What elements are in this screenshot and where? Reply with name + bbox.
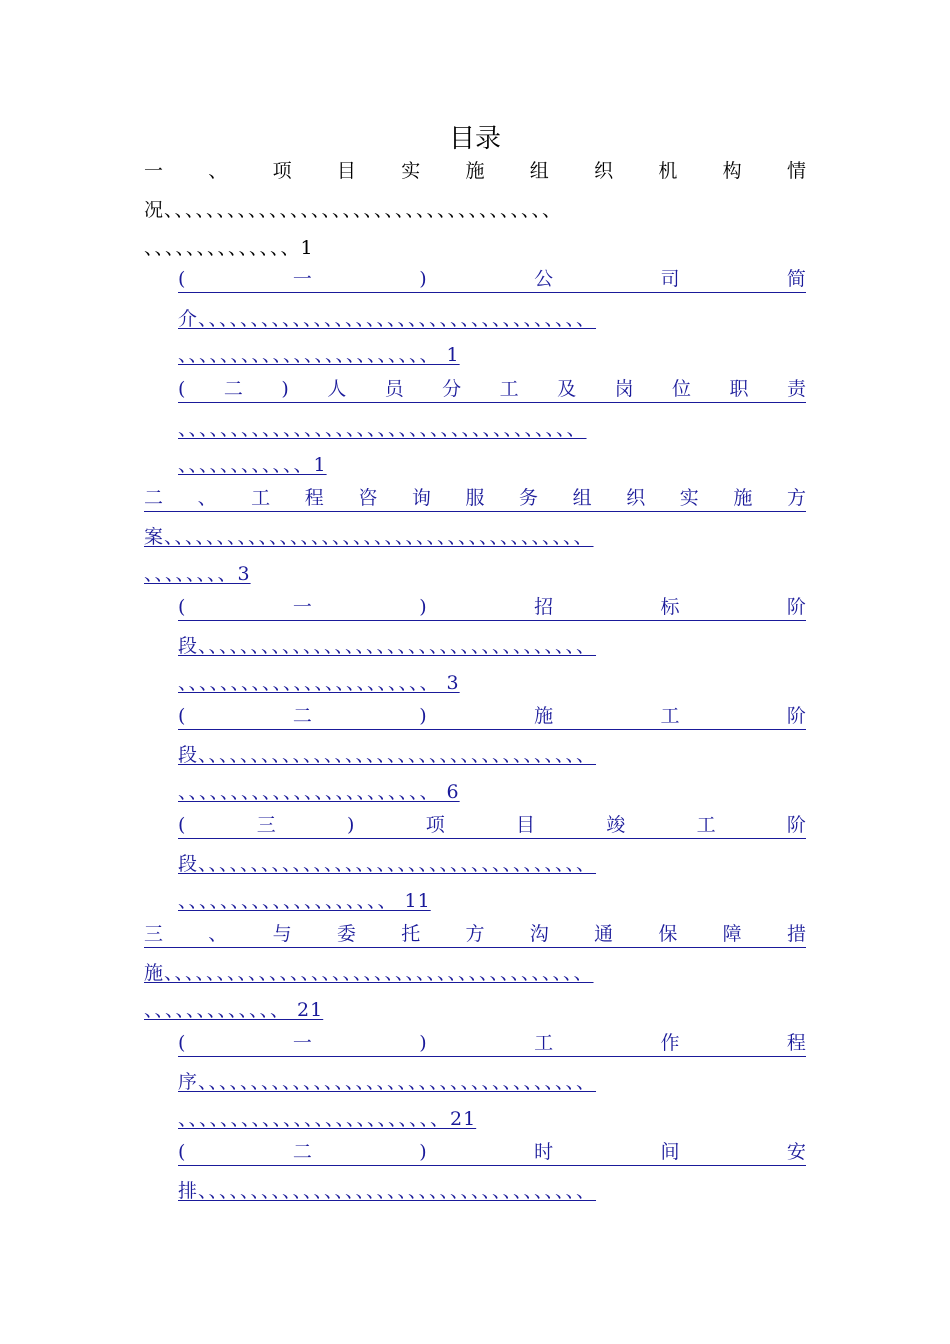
heading-char: 安 (786, 1141, 806, 1163)
heading-char: 公 (534, 268, 554, 290)
heading-char: 方 (786, 487, 806, 509)
heading-char: 施 (534, 705, 554, 727)
heading-char: 实 (679, 487, 699, 509)
heading-char: 施 (465, 160, 485, 182)
heading-char: 保 (658, 923, 678, 945)
heading-char: 阶 (786, 705, 806, 727)
heading-char: 询 (411, 487, 431, 509)
toc-entry-6-page-ref[interactable]: 、、、、、、、、、、、、、、、、、、、、 11 (178, 890, 431, 912)
heading-char: 方 (465, 923, 485, 945)
heading-char: 一 (292, 596, 312, 618)
heading-char: ( (178, 1141, 186, 1163)
toc-entry-8-heading[interactable] (178, 1030, 806, 1057)
heading-char: 通 (594, 923, 614, 945)
toc-entry-9-heading[interactable] (178, 1139, 806, 1166)
heading-char: 项 (272, 160, 292, 182)
heading-char: 实 (401, 160, 421, 182)
heading-char: 措 (786, 923, 806, 945)
toc-entry-5-page-ref[interactable]: 、、、、、、、、、、、、、、、、、、、、、、、、 6 (178, 781, 460, 803)
heading-char: 阶 (786, 814, 806, 836)
heading-char: 二 (223, 378, 243, 400)
toc-entry-5-heading[interactable] (178, 703, 806, 730)
heading-char: 组 (529, 160, 549, 182)
heading-char: ) (419, 596, 427, 618)
toc-entry-3-heading[interactable] (144, 485, 806, 512)
toc-entry-7-heading[interactable] (144, 921, 806, 948)
heading-char: 与 (272, 923, 292, 945)
heading-char: 工 (251, 487, 271, 509)
toc-entry-6-heading[interactable] (178, 812, 806, 839)
heading-char: 简 (786, 268, 806, 290)
heading-char: ( (178, 705, 186, 727)
heading-char: 标 (660, 596, 680, 618)
heading-char: 责 (786, 378, 806, 400)
toc-entry-2-heading[interactable] (178, 376, 806, 403)
heading-char: 一 (144, 160, 164, 182)
heading-char: 咨 (358, 487, 378, 509)
toc-entry-2-leader[interactable]: 、、、、、、、、、、、、、、、、、、、、、、、、、、、、、、、、、、、、、、 (178, 418, 587, 440)
heading-char: 岗 (614, 378, 634, 400)
heading-char: ) (419, 1141, 427, 1163)
toc-entry-6-leader[interactable]: 段、、、、、、、、、、、、、、、、、、、、、、、、、、、、、、、、、、、、、 (178, 853, 597, 875)
toc-entry-4-heading[interactable] (178, 594, 806, 621)
heading-char: ( (178, 814, 186, 836)
toc-entry-1-leader[interactable]: 介、、、、、、、、、、、、、、、、、、、、、、、、、、、、、、、、、、、、、 (178, 308, 597, 330)
heading-char: ) (347, 814, 355, 836)
heading-char: 机 (658, 160, 678, 182)
heading-char: 织 (626, 487, 646, 509)
heading-char: 职 (729, 378, 749, 400)
heading-char: 组 (572, 487, 592, 509)
heading-char: 工 (660, 705, 680, 727)
page-title: 目录 (448, 124, 501, 154)
heading-char: 委 (336, 923, 356, 945)
heading-char: 位 (672, 378, 692, 400)
heading-char: 目 (336, 160, 356, 182)
heading-char: 目 (516, 814, 536, 836)
heading-char: ) (419, 1032, 427, 1054)
heading-char: ( (178, 378, 186, 400)
heading-char: 二 (292, 1141, 312, 1163)
heading-char: ) (419, 705, 427, 727)
toc-entry-9-leader[interactable]: 排、、、、、、、、、、、、、、、、、、、、、、、、、、、、、、、、、、、、、 (178, 1180, 597, 1202)
toc-entry-0-heading (144, 158, 806, 184)
heading-char: ( (178, 268, 186, 290)
toc-entry-1-heading[interactable] (178, 266, 806, 293)
toc-entry-8-page-ref[interactable]: 、、、、、、、、、、、、、、、、、、、、、、、、、21 (178, 1108, 477, 1130)
heading-char: 工 (499, 378, 519, 400)
heading-char: 务 (519, 487, 539, 509)
heading-char: 托 (401, 923, 421, 945)
toc-entry-4-leader[interactable]: 段、、、、、、、、、、、、、、、、、、、、、、、、、、、、、、、、、、、、、 (178, 635, 597, 657)
toc-entry-0-page-ref: 、、、、、、、、、、、、、、1 (144, 237, 314, 259)
heading-char: 三 (256, 814, 276, 836)
heading-char: 程 (786, 1032, 806, 1054)
heading-char: 间 (660, 1141, 680, 1163)
heading-char: 人 (327, 378, 347, 400)
heading-char: ( (178, 596, 186, 618)
heading-char: 三 (144, 923, 164, 945)
toc-entry-7-page-ref[interactable]: 、、、、、、、、、、、、、 21 (144, 999, 324, 1021)
toc-entry-1-page-ref[interactable]: 、、、、、、、、、、、、、、、、、、、、、、、、 1 (178, 344, 460, 366)
heading-char: 构 (722, 160, 742, 182)
heading-char: 作 (660, 1032, 680, 1054)
toc-entry-4-page-ref[interactable]: 、、、、、、、、、、、、、、、、、、、、、、、、 3 (178, 672, 460, 694)
heading-char: ) (281, 378, 289, 400)
heading-char: ) (419, 268, 427, 290)
toc-entry-7-leader[interactable]: 施、、、、、、、、、、、、、、、、、、、、、、、、、、、、、、、、、、、、、、、、 (144, 962, 594, 984)
heading-char: 工 (534, 1032, 554, 1054)
heading-char: 障 (722, 923, 742, 945)
heading-char: 一 (292, 1032, 312, 1054)
heading-char: 情 (786, 160, 806, 182)
heading-char: 竣 (606, 814, 626, 836)
heading-char: 项 (425, 814, 445, 836)
heading-char: 时 (534, 1141, 554, 1163)
heading-char: 服 (465, 487, 485, 509)
heading-char: 阶 (786, 596, 806, 618)
toc-entry-2-page-ref[interactable]: 、、、、、、、、、、、、1 (178, 454, 327, 476)
heading-char: 程 (304, 487, 324, 509)
heading-char: 二 (144, 487, 164, 509)
toc-entry-3-leader[interactable]: 案、、、、、、、、、、、、、、、、、、、、、、、、、、、、、、、、、、、、、、、、 (144, 526, 594, 548)
heading-char: 织 (594, 160, 614, 182)
heading-char: 员 (384, 378, 404, 400)
heading-char: 、 (208, 160, 228, 182)
toc-entry-5-leader[interactable]: 段、、、、、、、、、、、、、、、、、、、、、、、、、、、、、、、、、、、、、 (178, 744, 597, 766)
toc-entry-8-leader[interactable]: 序、、、、、、、、、、、、、、、、、、、、、、、、、、、、、、、、、、、、、 (178, 1071, 597, 1093)
toc-entry-0-leader: 况、、、、、、、、、、、、、、、、、、、、、、、、、、、、、、、、、、、、、 (144, 199, 563, 221)
heading-char: 一 (292, 268, 312, 290)
heading-char: 工 (696, 814, 716, 836)
heading-char: 、 (208, 923, 228, 945)
heading-char: 招 (534, 596, 554, 618)
heading-char: 二 (292, 705, 312, 727)
heading-char: 分 (442, 378, 462, 400)
heading-char: 及 (557, 378, 577, 400)
heading-char: 、 (197, 487, 217, 509)
heading-char: 司 (660, 268, 680, 290)
heading-char: 施 (733, 487, 753, 509)
heading-char: ( (178, 1032, 186, 1054)
toc-entry-3-page-ref[interactable]: 、、、、、、、、3 (144, 563, 251, 585)
heading-char: 沟 (529, 923, 549, 945)
